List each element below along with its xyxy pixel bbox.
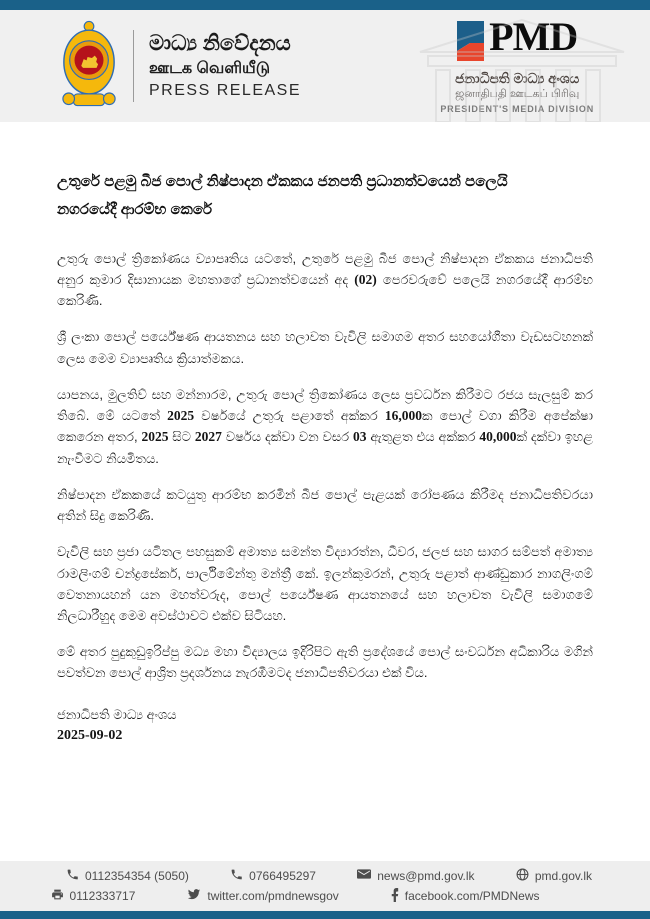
header-titles [149, 31, 301, 101]
email-icon [357, 868, 371, 883]
footer-facebook[interactable] [391, 888, 540, 905]
footer-phone-2[interactable] [230, 868, 316, 884]
document-title: උතුරේ පළමු බීජ පොල් නිෂ්පාදන ඒකකය ජනපති ප්‍රධානත්වයෙන් පලෙයි නගරයේදී ආරම්භ කෙරේ [57, 173, 508, 218]
paragraph-5: වැවිලි සහ ප්‍රජා යටිතල පහසුකම් අමාත්‍ය සමන්ත විද්‍යාරත්න, ධීවර, ජලජ සහ සාගර සම්පත් අමාත්‍ය රාමලිංගම් චන්ද්‍රසේකර්, පාර්ලිමේන්තු මන්ත්‍රී කේ. ඉලන්කුමරන්, උතුරු පළාත් ආණ්ඩුකාර නාගලිංගම් වෙතනායහන් යන මහත්වරුද, පොල් පර්යේෂණ ආයතනයේ සහ හලාවත වැවිලි සමාගමේ නිලධාරීහුද මෙම අවස්ථාවට එක්ව සිටියහ. [57, 544, 593, 623]
footer-row-1 [0, 868, 650, 884]
footer-phone-2-label: 0766495297 [249, 868, 316, 883]
paragraph-3: යාපනය, මුලතිව් සහ මන්නාරම, උතුරු පොල් ත්‍රිකෝණය ලෙස ප්‍රවර්ධන කිරීමට රජය සැලසුම් කර තිබේ. මේ යටතේ 2025 වර්ෂයේ උතුරු පළාතේ අක්කර 16,000ක පොල් වගා කිරීම අපේක්ෂා කෙරෙන අතර, 2025 සිට 2027 වර්ෂය දක්වා වන වසර 03 ඇතුළත එය අක්කර 40,000ක් දක්වා ඉහළ නැංවීමට නියමිතය. [57, 386, 594, 467]
footer-facebook-label: facebook.com/PMDNews [404, 889, 540, 903]
press-release-title-sinhala: මාධ්‍ය නිවේදනය [149, 31, 291, 55]
footer-website[interactable] [516, 868, 592, 884]
bottom-accent-bar [0, 911, 650, 919]
footer-website-label: pmd.gov.lk [534, 868, 592, 883]
paragraph-1: උතුරු පොල් ත්‍රිකෝණය ව්‍යාපෘතිය යටතේ, උතුරේ පළමු බීජ පොල් නිෂ්පාදන ඒකකය ජනාධිපති අනුර කුමාර දිසානායක මහතාගේ ප්‍රධානත්වයෙන් අද (02) පෙරවරුවේ පලෙයි නගරයේදී ආරම්භ කෙරිණි. [57, 250, 593, 309]
document-body [0, 122, 650, 747]
phone-icon [230, 868, 243, 884]
release-date: 2025-09-02 [57, 727, 123, 743]
footer-twitter[interactable] [187, 889, 338, 904]
phone-icon [66, 868, 79, 884]
footer-row-2 [0, 888, 590, 905]
press-release-title-english: PRESS RELEASE [149, 82, 301, 100]
footer-twitter-label: twitter.com/pmdnewsgov [207, 889, 339, 903]
sri-lanka-emblem-icon [60, 18, 118, 115]
fax-icon [51, 888, 64, 904]
header-divider [133, 30, 134, 102]
footer-phone-1[interactable] [66, 868, 189, 884]
paragraph-6: මේ අතර පුදුකුඩුඉරිප්පු මධ්‍ය මහා විද්‍යාලය ඉදිරිපිට ඇති ප්‍රදේශයේ පොල් සංවර්ධන අධිකාරිය මගින් පවත්වන පොල් ආශ්‍රිත ප්‍රදර්ශනය නැරඹීමටද ජනාධිපතිවරයා එක් විය. [57, 643, 593, 680]
footer-phone-1-label: 0112354354 (5050) [85, 868, 189, 883]
facebook-icon [391, 888, 399, 905]
header [0, 10, 650, 122]
header-left [60, 18, 301, 115]
paragraph-2: ශ්‍රී ලංකා පොල් පර්යේෂණ ආයතනය සහ හලාවත වැවිලි සමාගම අතර සහයෝගීතා වැඩසටහනක් ලෙස මෙම ව්‍යාපෘතිය ක්‍රියාත්මකය. [57, 329, 593, 366]
top-accent-bar [0, 0, 650, 10]
footer-fax-label: 0112333717 [69, 889, 136, 903]
globe-icon [516, 868, 529, 884]
pmd-logo-text: PMD [489, 14, 578, 59]
twitter-icon [187, 889, 201, 904]
division-name-sinhala: ජනාධිපති මාධ්‍ය අංශය [455, 71, 580, 86]
footer-email-label: news@pmd.gov.lk [377, 868, 475, 883]
building-watermark [402, 14, 642, 122]
header-right [440, 14, 602, 114]
footer-fax[interactable] [51, 888, 136, 904]
signature-block [57, 705, 593, 747]
division-name-tamil: ஜனாதிபதி ஊடகப் பிரிவு [455, 88, 580, 100]
footer-email[interactable] [357, 868, 474, 883]
division-name-english: PRESIDENT'S MEDIA DIVISION [440, 104, 594, 114]
press-release-title-tamil: ஊடக வெளியீடு [149, 60, 271, 78]
footer [0, 861, 650, 911]
signature-division: ජනාධිපති මාධ්‍ය අංශය [57, 706, 177, 722]
paragraph-4: නිෂ්පාදන ඒකකයේ කටයුතු ආරම්භ කරමින් බීජ පොල් පැළයක් රෝපණය කිරීමද ජනාධිපතිවරයා අතින් සිදු කෙරිණි. [57, 487, 593, 524]
